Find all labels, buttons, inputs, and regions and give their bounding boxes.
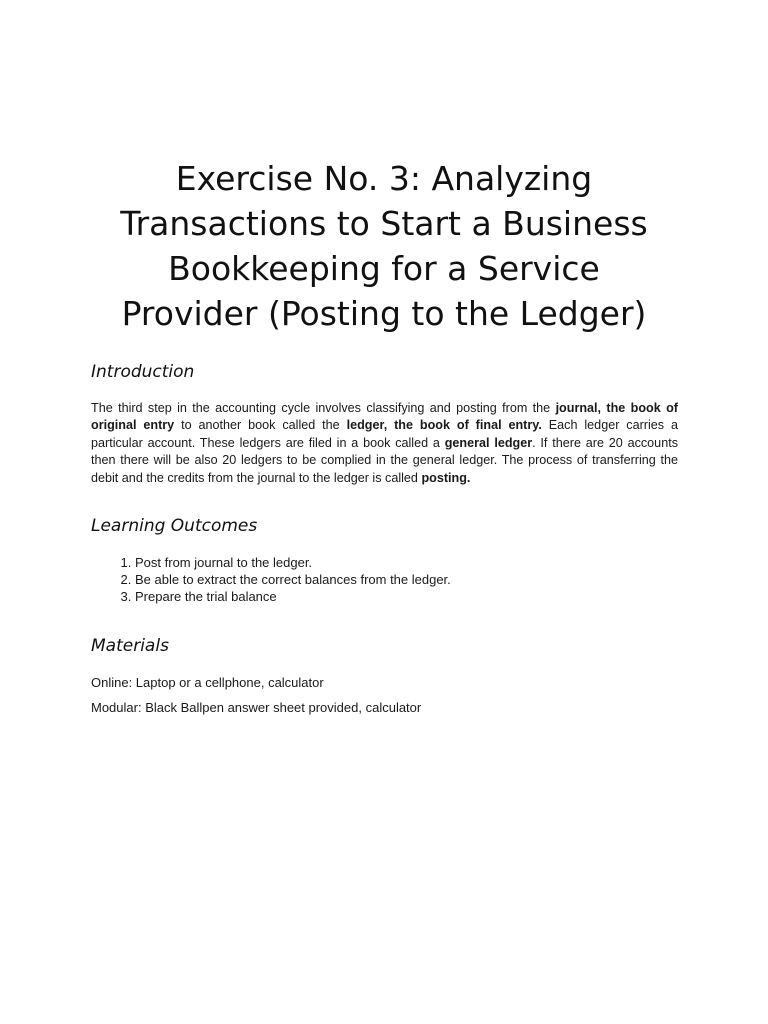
materials-modular: Modular: Black Ballpen answer sheet provided, calculator — [91, 700, 422, 715]
list-item: 1. Post from journal to the ledger. — [135, 554, 451, 571]
intro-text-segment: The third step in the accounting cycle involves classifying and posting from the — [91, 401, 556, 415]
intro-text-segment: Each ledger carries a particular account. These ledgers are filed in a book called a — [91, 418, 679, 450]
materials-online: Online: Laptop or a cellphone, calculator — [91, 675, 324, 690]
title-line-1: Exercise No. 3: Analyzing — [175, 159, 593, 198]
materials-heading: Materials — [91, 636, 169, 656]
introduction-paragraph — [91, 400, 678, 487]
learning-outcomes-list — [113, 554, 451, 606]
intro-bold-segment: ledger, the book of final entry. — [346, 418, 542, 433]
intro-bold-segment: posting. — [421, 470, 471, 485]
intro-text-segment: . If there are 20 accounts then there will be also 20 ledgers to be complied in the general ledger. The process of transferring the debit and the credits from the journal to the ledger is called — [91, 435, 678, 485]
title-line-2: Transactions to Start a Business — [120, 204, 648, 243]
title-line-4: Provider (Posting to the Ledger) — [121, 294, 647, 333]
title-line-3: Bookkeeping for a Service — [168, 249, 600, 288]
list-item: 3. Prepare the trial balance — [135, 588, 451, 605]
intro-text-segment: to another book called the — [174, 418, 347, 433]
intro-bold-segment: general ledger — [444, 435, 533, 450]
introduction-heading: Introduction — [91, 362, 195, 382]
intro-bold-segment: journal, the book of original entry — [91, 401, 678, 433]
page-title — [60, 156, 708, 336]
list-item: 2. Be able to extract the correct balances from the ledger. — [135, 571, 451, 588]
learning-outcomes-heading: Learning Outcomes — [91, 516, 258, 536]
